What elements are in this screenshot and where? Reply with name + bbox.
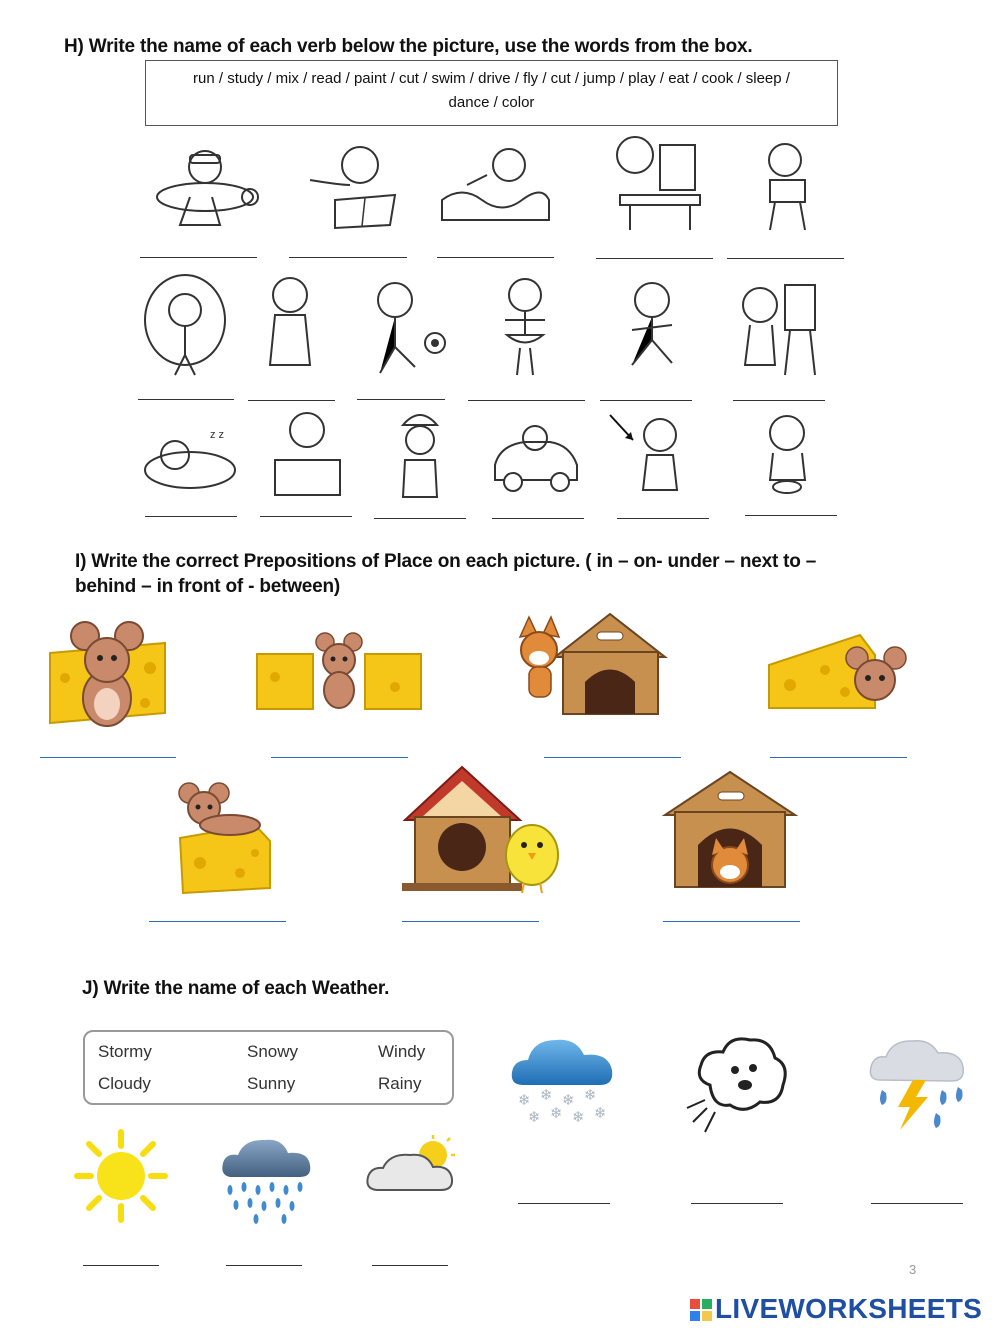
picture-run [612, 275, 692, 375]
svg-text:❄: ❄ [584, 1086, 597, 1104]
picture-cook [385, 405, 455, 500]
svg-text:❄: ❄ [540, 1086, 553, 1104]
picture-mouse-between-cheeses [255, 632, 425, 717]
svg-text:❄: ❄ [550, 1104, 563, 1122]
section-h-title: H) Write the name of each verb below the picture, use the words from the box. [64, 36, 753, 57]
weather-word-stormy: Stormy [98, 1042, 152, 1061]
picture-swim [437, 140, 552, 225]
weather-word-rainy: Rainy [378, 1074, 422, 1093]
picture-play-soccer [360, 275, 450, 380]
snowy-weather-icon [508, 1030, 618, 1125]
picture-drive [485, 420, 585, 495]
picture-sleep [140, 420, 240, 495]
windy-weather-icon [685, 1030, 795, 1135]
verb-word-box-line-1: run / study / mix / read / paint / cut / swim / drive / fly / cut / jump / play / eat / cook / sleep / [193, 70, 790, 87]
section-i-title-line-2: behind – in front of - between) [75, 576, 341, 597]
picture-study [290, 140, 405, 230]
picture-dog-next-to-house [515, 612, 675, 720]
picture-mouse-in-front-of-cheese [45, 618, 170, 733]
picture-cut-girl [255, 270, 325, 385]
weather-word-box [83, 1030, 454, 1105]
sunny-weather-icon [75, 1130, 167, 1222]
cloudy-weather-icon [365, 1135, 457, 1195]
rainy-weather-icon [220, 1135, 312, 1225]
weather-word-cloudy: Cloudy [98, 1074, 151, 1093]
section-j-title: J) Write the name of each Weather. [82, 978, 390, 999]
svg-text:❄: ❄ [518, 1091, 531, 1109]
picture-mouse-on-cheese [175, 783, 275, 895]
stormy-weather-icon [868, 1035, 968, 1135]
picture-paint [730, 275, 820, 380]
picture-jump [140, 270, 230, 385]
picture-mouse-behind-cheese [765, 630, 910, 715]
verb-word-box-line-2: dance / color [448, 94, 535, 111]
weather-word-snowy: Snowy [247, 1042, 299, 1061]
liveworksheets-brand: LIVEWORKSHEETS [715, 1293, 983, 1324]
verb-word-box [145, 60, 838, 126]
picture-read [600, 125, 710, 235]
picture-color [265, 405, 350, 500]
picture-mix [605, 410, 705, 500]
picture-fly [150, 135, 260, 235]
svg-text:z z: z z [210, 429, 225, 441]
section-i-title-line-1: I) Write the correct Prepositions of Place on each picture. ( in – on- under – next to – [75, 551, 817, 572]
liveworksheets-logo-icon [690, 1299, 712, 1323]
weather-word-windy: Windy [378, 1042, 426, 1061]
page-number: 3 [909, 1262, 917, 1277]
svg-text:❄: ❄ [528, 1108, 541, 1126]
picture-eat [745, 405, 830, 500]
liveworksheets-logo [690, 1293, 990, 1329]
picture-dog-in-house [660, 770, 800, 890]
picture-bird-next-to-house [400, 765, 565, 895]
weather-word-sunny: Sunny [247, 1074, 296, 1093]
svg-text:❄: ❄ [572, 1108, 585, 1126]
picture-dance [485, 270, 565, 380]
svg-text:❄: ❄ [594, 1104, 607, 1122]
picture-read-girl [745, 135, 835, 235]
svg-text:❄: ❄ [562, 1091, 575, 1109]
